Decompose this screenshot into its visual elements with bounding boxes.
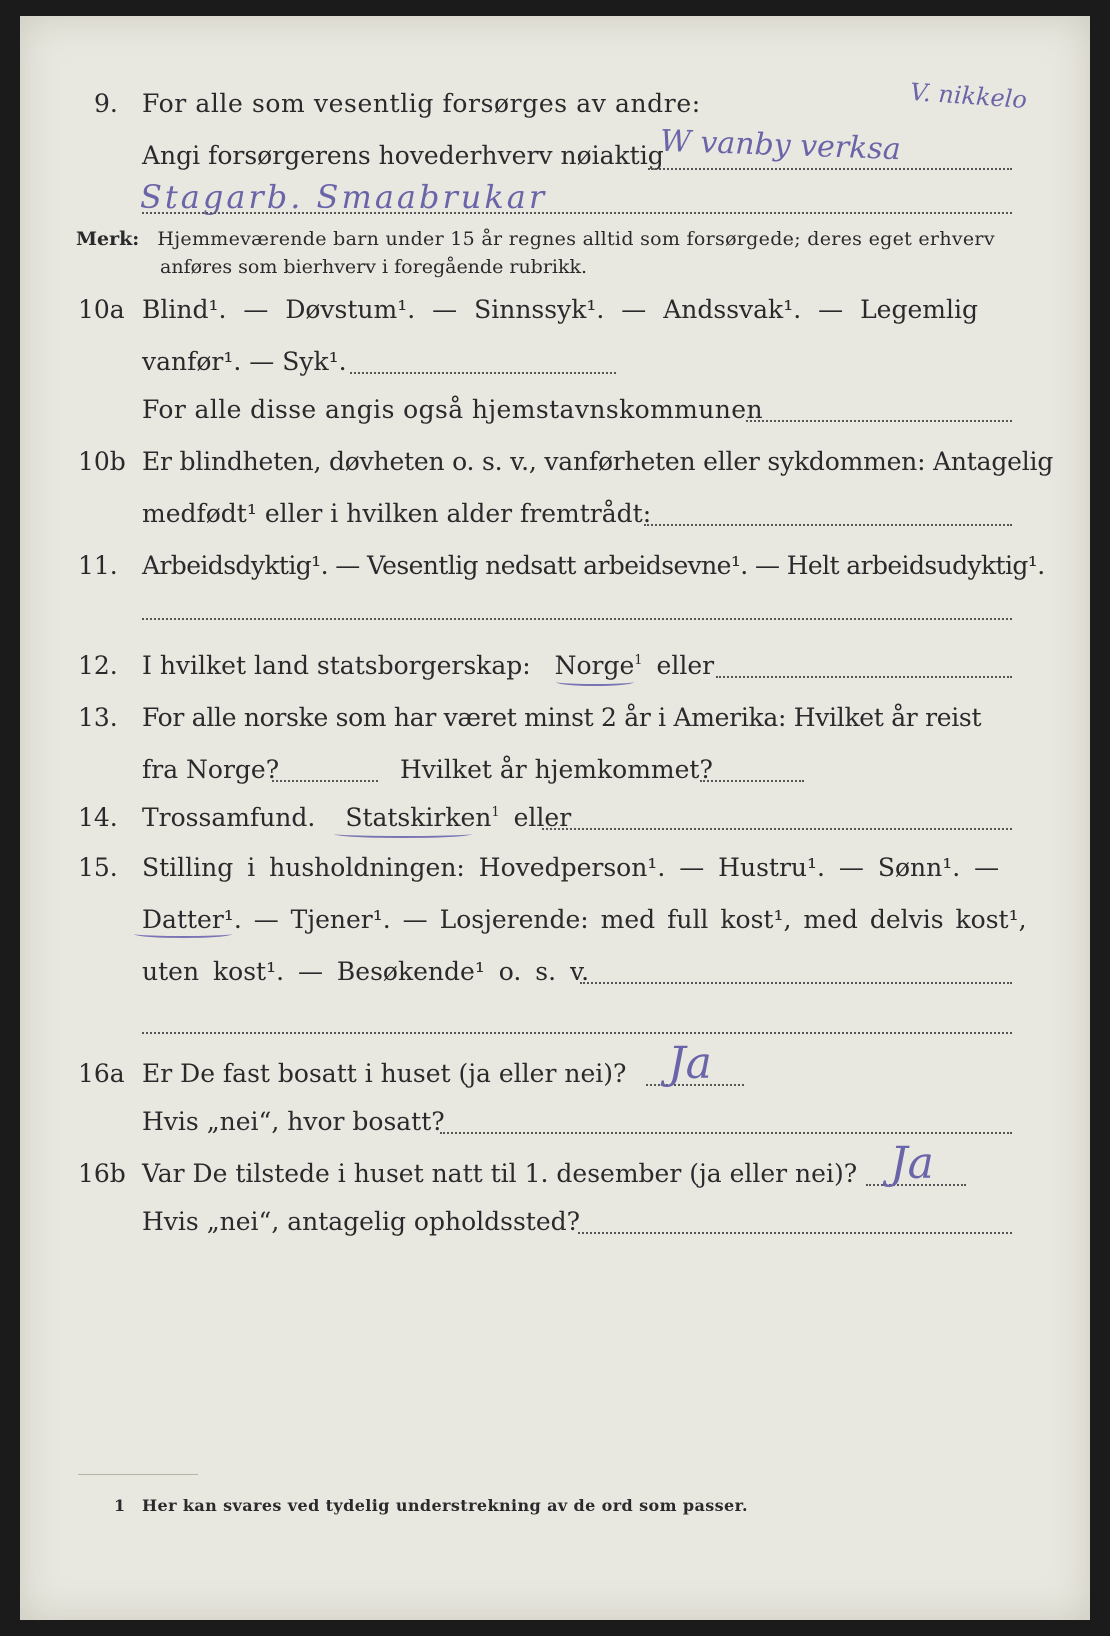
merk-text2: anføres som bierhverv i foregående rubrikk. [160, 256, 588, 278]
q15-line2 [142, 904, 1027, 936]
footnote-marker: 1 [114, 1496, 126, 1515]
handwritten-answer-16a: Ja [668, 1038, 712, 1089]
census-form-page [20, 16, 1090, 1620]
question-number-12: 12. [78, 651, 118, 680]
q12-post: eller [656, 651, 715, 680]
q15-answer-line[interactable] [580, 982, 1012, 984]
q15-line1: Stilling i husholdningen: Hovedperson¹. — Hustru¹. — Sønn¹. — [142, 853, 1000, 882]
merk-text1: Hjemmeværende barn under 15 år regnes alltid som forsørgede; deres eget erhverv [157, 228, 995, 250]
question-number-10a: 10a [78, 295, 125, 324]
q12-line: I hvilket land statsborgerskap: Norge$^1$ eller [142, 651, 715, 680]
q13-line2a: fra Norge? [142, 755, 280, 784]
handwritten-occupation: Stagarb. Smaabrukar [140, 178, 548, 216]
q9-line2: Angi forsørgerens hovederhverv nøiaktig [142, 141, 664, 170]
q10a-line2: vanfør¹. — Syk¹. [142, 347, 347, 376]
q13-line2b: Hvilket år hjemkommet? [400, 755, 713, 784]
question-number-16a: 16a [78, 1059, 125, 1088]
q16b-line1: Var De tilstede i huset natt til 1. desember (ja eller nei)? [142, 1159, 858, 1188]
handwritten-answer-16b: Ja [890, 1138, 934, 1189]
q15-answer-line-2[interactable] [142, 1032, 1012, 1034]
q12-pre: I hvilket land statsborgerskap: [142, 651, 531, 680]
merk-label: Merk: [76, 228, 140, 250]
q11-line1: Arbeidsdyktig¹. — Vesentlig nedsatt arbeidsevne¹. — Helt arbeidsudyktig¹. [142, 551, 1045, 580]
q14-line: Trossamfund. Statskirken$^1$ eller [142, 803, 572, 832]
handwritten-note-a: V. nikkelo [909, 77, 1028, 115]
underline-norge [556, 678, 634, 686]
q9-answer-line[interactable] [648, 168, 1012, 170]
q10b-answer-line[interactable] [644, 524, 1012, 526]
q10b-line1: Er blindheten, døvheten o. s. v., vanførheten eller sykdommen: Antagelig [142, 447, 1054, 476]
q14-post: eller [513, 803, 572, 832]
q9-line1: For alle som vesentlig forsørges av andre: [142, 89, 701, 118]
q16a-bosatt-line[interactable] [440, 1132, 1012, 1134]
question-number-14: 14. [78, 803, 118, 832]
question-number-9: 9. [94, 89, 118, 118]
q11-answer-line[interactable] [142, 618, 1012, 620]
q14-answer-line[interactable] [542, 828, 1012, 830]
q10b-line2: medfødt¹ eller i hvilken alder fremtrådt: [142, 499, 652, 528]
underline-datter [134, 930, 232, 938]
q10a-line1: Blind¹. — Døvstum¹. — Sinnssyk¹. — Andssvak¹. — Legemlig [142, 295, 978, 324]
q12-answer-line[interactable] [716, 676, 1012, 678]
question-number-10b: 10b [78, 447, 126, 476]
footnote-divider [78, 1474, 198, 1475]
q10a-syk-line[interactable] [350, 372, 616, 374]
q16b-line2: Hvis „nei“, antagelig opholdssted? [142, 1207, 581, 1236]
option-datter[interactable]: Datter [142, 905, 224, 934]
q9-answer-line-2[interactable] [142, 212, 1012, 214]
q16b-opholdssted-line[interactable] [578, 1232, 1012, 1234]
underline-statskirken [334, 830, 472, 838]
question-number-11: 11. [78, 551, 118, 580]
q13-reist-line[interactable] [272, 780, 378, 782]
q16a-line2: Hvis „nei“, hvor bosatt? [142, 1107, 445, 1136]
footnote-text: Her kan svares ved tydelig understrekning av de ord som passer. [142, 1496, 748, 1515]
question-number-13: 13. [78, 703, 118, 732]
q14-pre: Trossamfund. [142, 803, 316, 832]
option-statskirken[interactable]: Statskirken [345, 803, 492, 832]
q16a-line1: Er De fast bosatt i huset (ja eller nei)? [142, 1059, 627, 1088]
merk-line1 [76, 226, 995, 252]
q15-line3: uten kost¹. — Besøkende¹ o. s. v. [142, 957, 590, 986]
question-number-15: 15. [78, 853, 118, 882]
q13-hjemkommet-line[interactable] [700, 780, 804, 782]
q10a-hjemstavn-line[interactable] [746, 420, 1012, 422]
q10a-line3: For alle disse angis også hjemstavnskommunen [142, 395, 763, 424]
handwritten-note-b: W vanby verksa [659, 123, 902, 168]
q13-line1: For alle norske som har været minst 2 år i Amerika: Hvilket år reist [142, 703, 982, 732]
question-number-16b: 16b [78, 1159, 126, 1188]
q15-line2-rest: ¹. — Tjener¹. — Losjerende: med full kost¹, med delvis kost¹, [223, 905, 1027, 934]
option-norge[interactable]: Norge [554, 651, 635, 680]
